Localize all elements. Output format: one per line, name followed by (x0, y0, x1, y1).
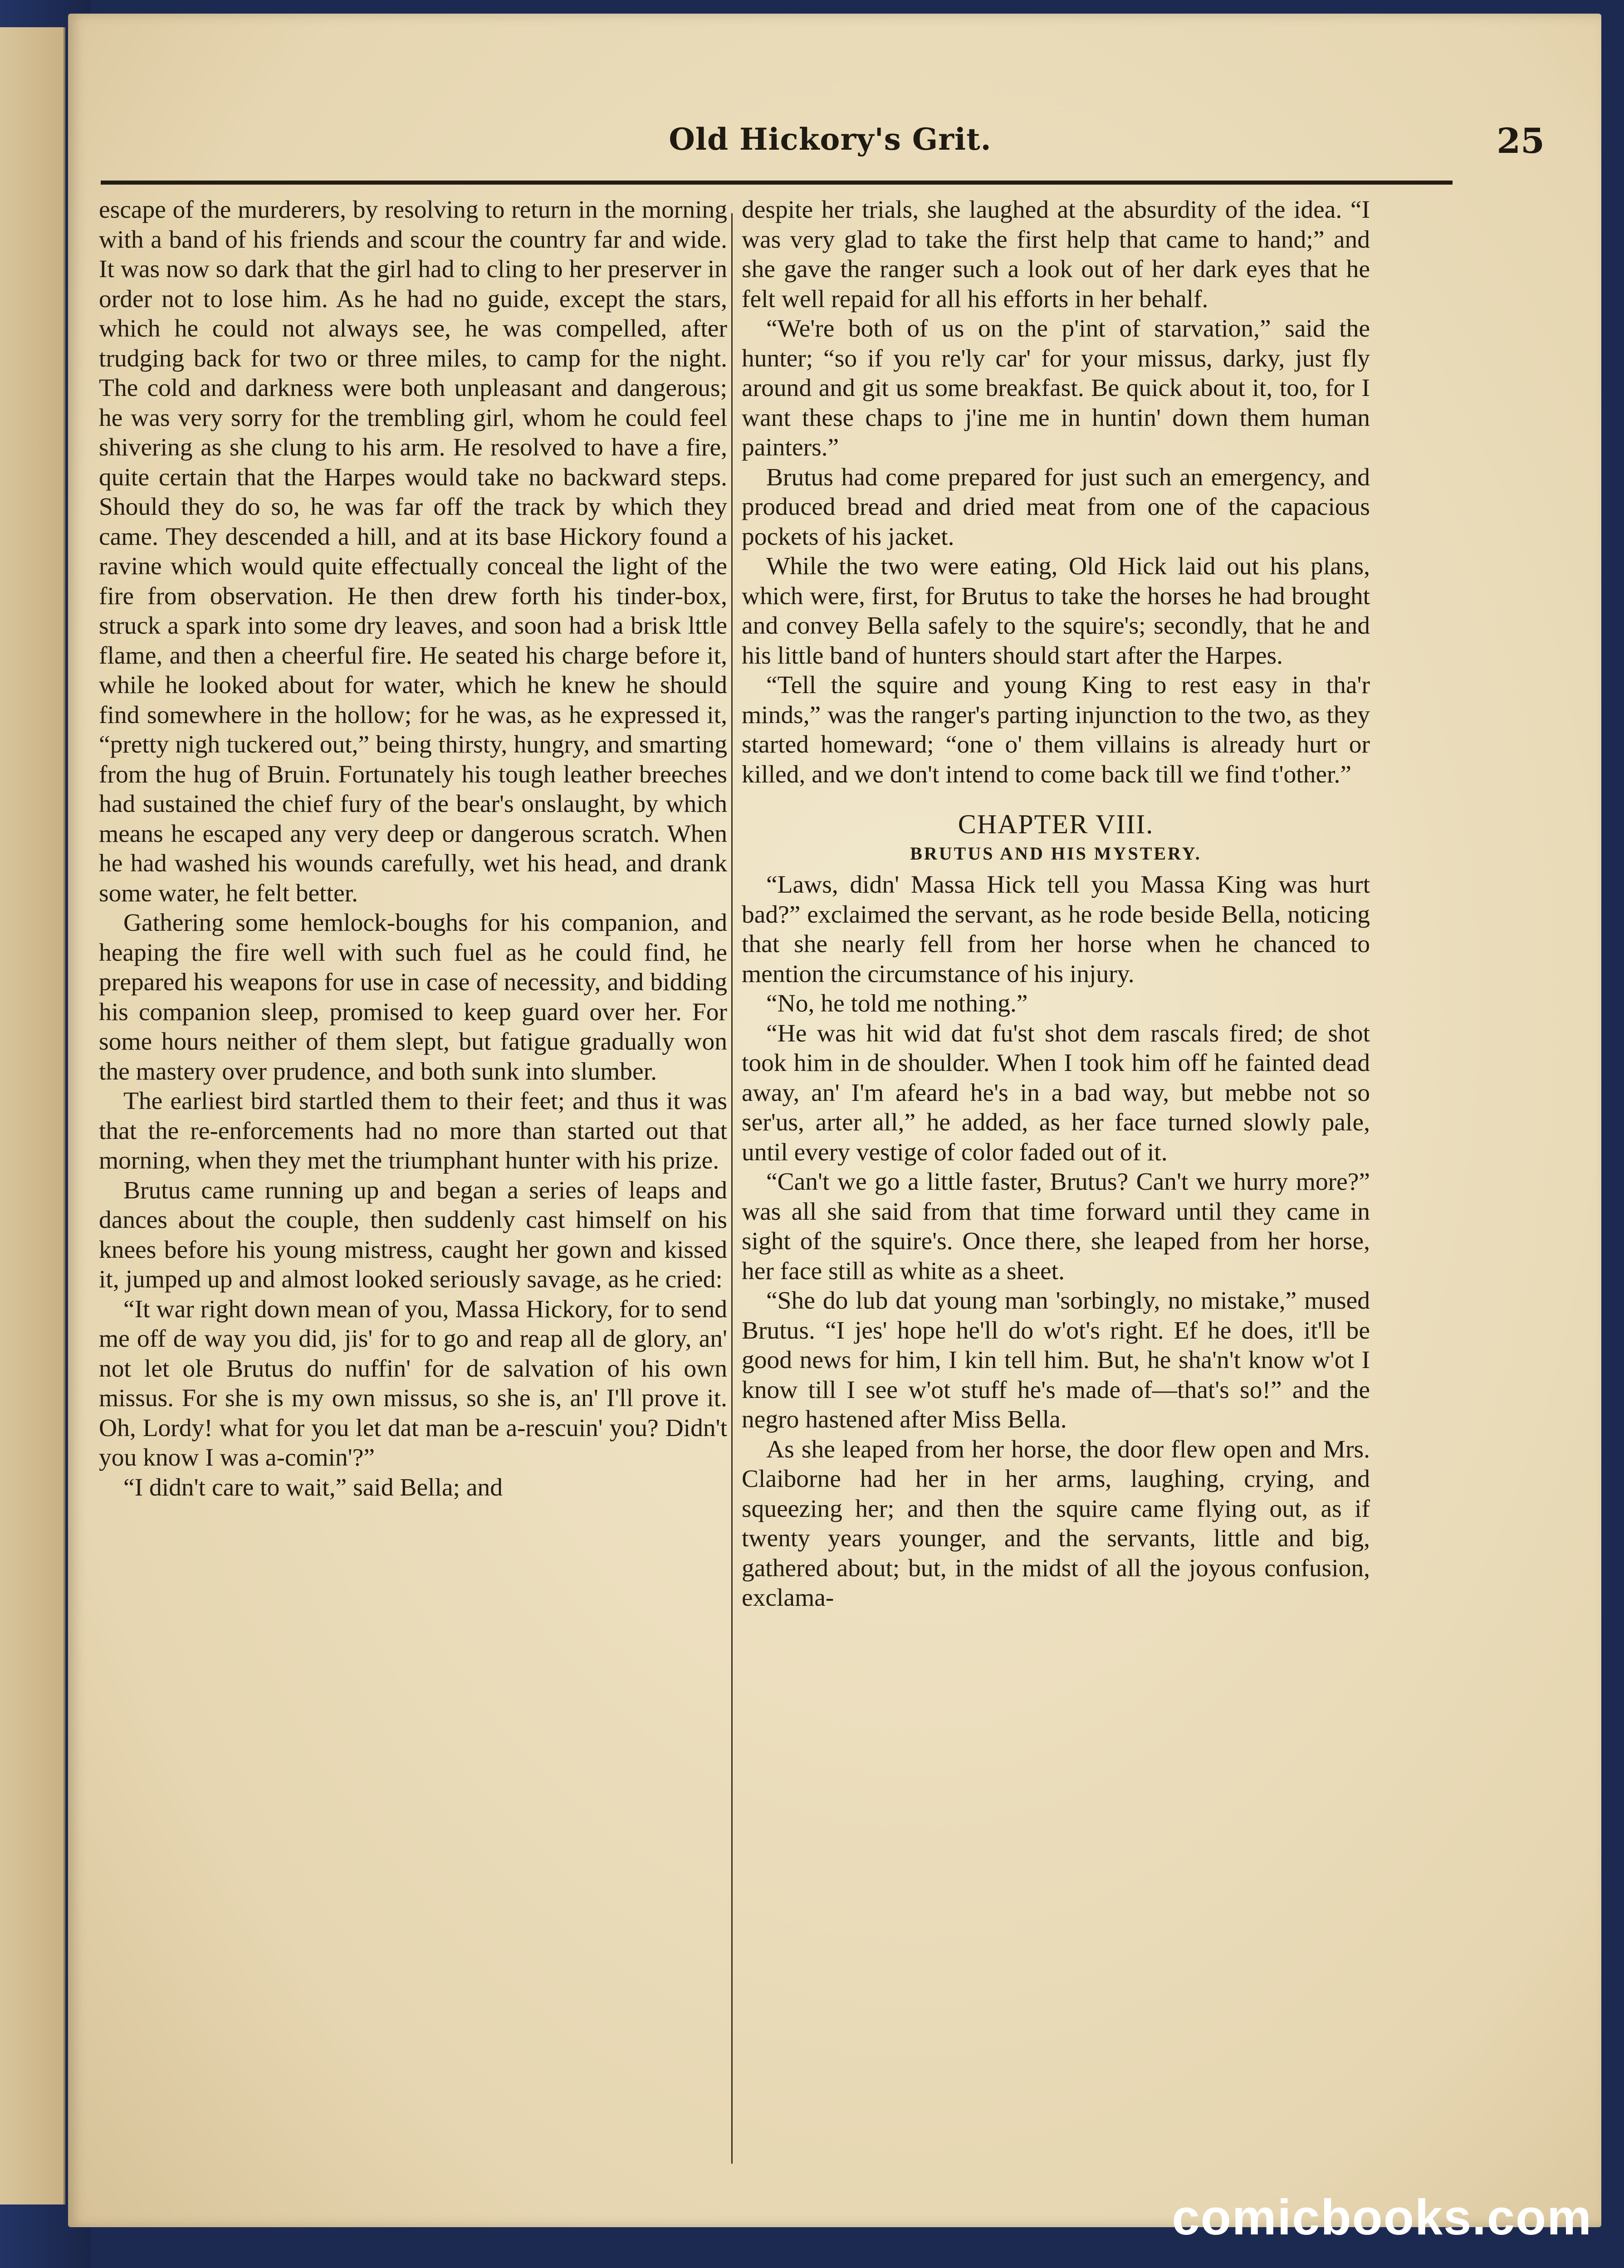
paragraph: “No, he told me nothing.” (766, 990, 1028, 1017)
paragraph: “He was hit wid dat fu'st shot dem rascals fired; de shot took him in de shoulder. When I took him off he fainted dead away, an' I'm afeard he's in a bad way, but mebbe not so ser'us, arter all,” he added, as her face turned slowly pale, until every vestige of color faded out of it. (742, 1019, 1370, 1166)
paragraph: As she leaped from her horse, the door flew open and Mrs. Claiborne had her in her arms, laughing, crying, and squeezing her; and then the squire came flying out, as if twenty years younger, and the servants, little and big, gathered about; but, in the midst of all the joyous confusion, exclama- (742, 1435, 1370, 1612)
left-column (99, 195, 727, 1502)
paragraph: “She do lub dat young man 'sorbingly, no mistake,” mused Brutus. “I jes' hope he'll do w'ot's right. Ef he does, it'll be good news for him, I kin tell him. But, he sha'n't know w'ot I know till I see w'ot stuff he's made of—that's so!” and the negro hastened after Miss Bella. (742, 1287, 1370, 1433)
paragraph: “Can't we go a little faster, Brutus? Can't we hurry more?” was all she said from that time forward until they came in sight of the squire's. Once there, she leaped from her horse, her face still as white as a sheet. (742, 1168, 1370, 1285)
right-column (742, 195, 1370, 1613)
paragraph: Brutus came running up and began a series of leaps and dances about the couple, then suddenly cast himself on his knees before his young mistress, caught her gown and kissed it, jumped up and almost looked seriously savage, as he cried: (99, 1176, 727, 1293)
paragraph: despite her trials, she laughed at the absurdity of the idea. “I was very glad to take the first help that came to hand;” and she gave the ranger such a look out of her dark eyes that he felt well repaid for all his efforts in her behalf. (742, 196, 1370, 313)
paragraph: Gathering some hemlock-boughs for his companion, and heaping the fire well with such fuel as he could find, he prepared his weapons for use in case of necessity, and bidding his companion sleep, promised to keep guard over her. For some hours neither of them slept, but fatigue gradually won the mastery over prudence, and both sunk into slumber. (99, 909, 727, 1085)
paragraph: While the two were eating, Old Hick laid out his plans, which were, first, for Brutus to take the horses he had brought and convey Bella safely to the squire's; secondly, that he and his little band of hunters should start after the Harpes. (742, 552, 1370, 670)
paragraph: The earliest bird startled them to their feet; and thus it was that the re-enforcements had no more than started out that morning, when they met the triumphant hunter with his prize. (99, 1087, 727, 1174)
page-number: 25 (1497, 121, 1545, 161)
column-divider (731, 213, 733, 2164)
paragraph: “I didn't care to wait,” said Bella; and (123, 1473, 503, 1501)
chapter-header (742, 807, 1370, 866)
running-header-title: Old Hickory's Grit. (669, 122, 992, 157)
facing-page-edge (0, 27, 65, 2204)
paragraph: “We're both of us on the p'int of starvation,” said the hunter; “so if you re'ly car' for your missus, darky, just fly around and git us some breakfast. Be quick about it, too, for I want these chaps to j'ine me in huntin' down them human painters.” (742, 315, 1370, 461)
paragraph: “It war right down mean of you, Massa Hickory, for to send me off de way you did, jis' for to go and reap all de glory, an' not let ole Brutus do nuffin' for de salvation of his own missus. For she is my own missus, so she is, an' I'll prove it. Oh, Lordy! what for you let dat man be a-rescuin' you? Didn't you know I was a-comin'?” (99, 1295, 727, 1471)
chapter-heading: CHAPTER VIII. (958, 809, 1154, 839)
paragraph: “Tell the squire and young King to rest easy in tha'r minds,” was the ranger's parting injunction to the two, as they started homeward; “one o' them villains is already hurt or killed, and we don't intend to come back till we find t'other.” (742, 671, 1370, 788)
site-watermark: comicbooks.com (1172, 2190, 1592, 2245)
paragraph: Brutus had come prepared for just such an emergency, and produced bread and dried meat from one of the capacious pockets of his jacket. (742, 463, 1370, 551)
paragraph: “Laws, didn' Massa Hick tell you Massa King was hurt bad?” exclaimed the servant, as he rode beside Bella, noticing that she nearly fell from her horse when he chanced to mention the circumstance of his injury. (742, 871, 1370, 988)
chapter-subtitle: BRUTUS AND HIS MYSTERY. (910, 843, 1202, 864)
header-rule (101, 181, 1453, 185)
paragraph: escape of the murderers, by resolving to return in the morning with a band of his friends and scour the country far and wide. It was now so dark that the girl had to cling to her preserver in order not to lose him. As he had no guide, except the stars, which he could not always see, he was compelled, after trudging back for two or three miles, to camp for the night. The cold and darkness were both unpleasant and dangerous; he was very sorry for the trembling girl, whom he could feel shivering as she clung to his arm. He resolved to have a fire, quite certain that the Harpes would take no backward steps. Should they do so, he was far off the track by which they came. They descended a hill, and at its base Hickory found a ravine which would quite effectually conceal the light of the fire from observation. He then drew forth his tinder-box, struck a spark into some dry leaves, and soon had a brisk lttle flame, and then a cheerful fire. He seated his charge before it, while he looked about for water, which he knew he should find somewhere in the hollow; for he was, as he expressed it, “pretty nigh tuckered out,” being thirsty, hungry, and smarting from the hug of Bruin. Fortunately his tough leather breeches had sustained the chief fury of the bear's onslaught, by which means he escaped any very deep or dangerous scratch. When he had washed his wounds carefully, wet his head, and drank some water, he felt better. (99, 196, 727, 907)
